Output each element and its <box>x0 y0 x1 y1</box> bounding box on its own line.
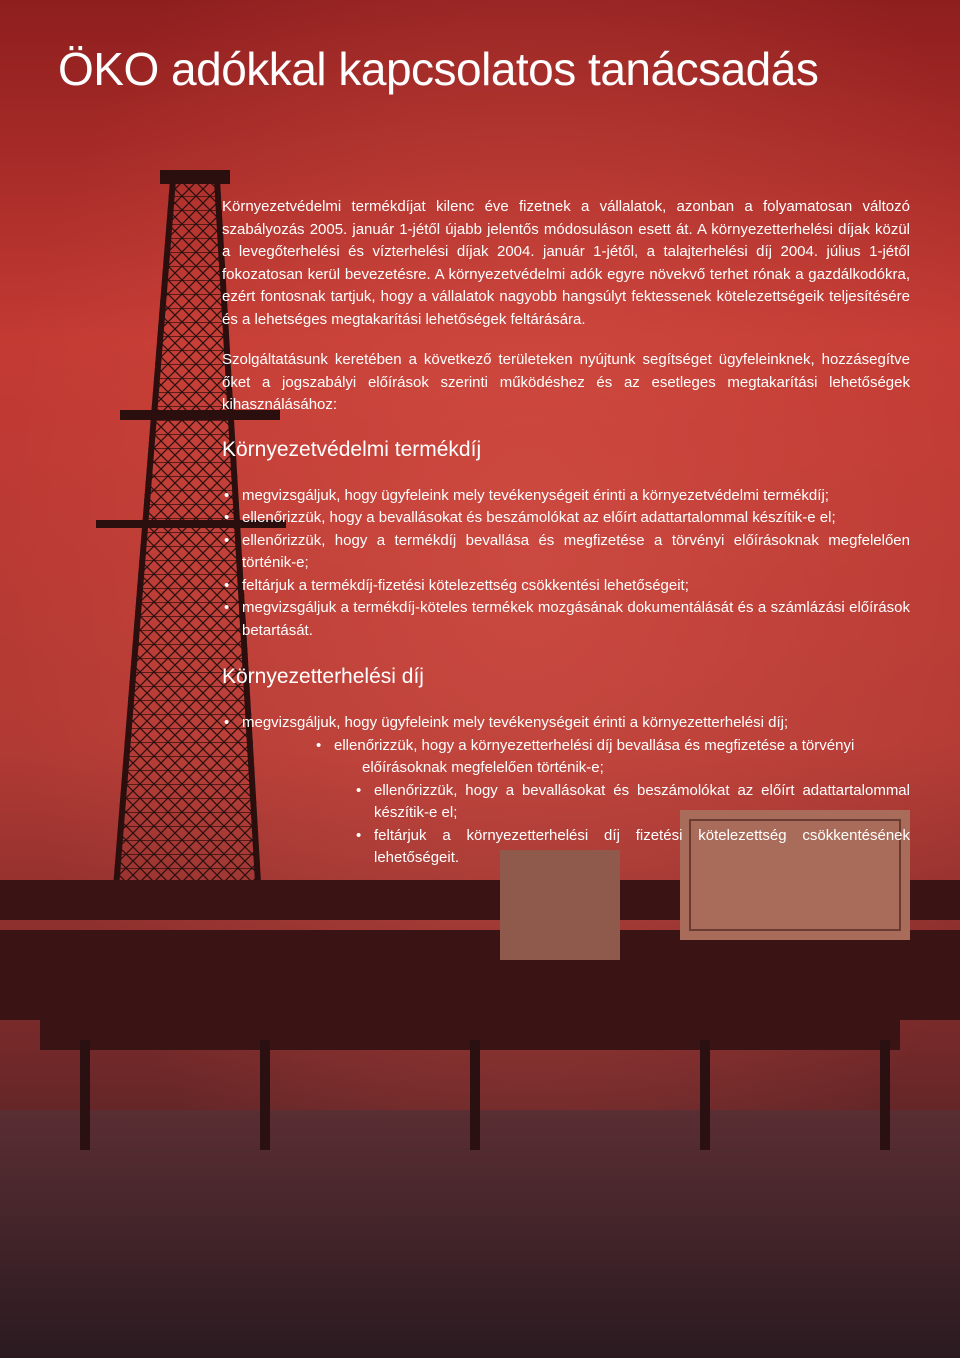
list-item: • megvizsgáljuk a termékdíj-köteles termékek mozgásának dokumentálását és a számlázási előírások betartását. <box>224 599 910 639</box>
list-item: • ellenőrizzük, hogy a környezetterhelési díj bevallása és megfizetése a törvényi <box>314 735 910 758</box>
section-heading-product-fee: Környezetvédelmi termékdíj <box>222 437 482 461</box>
list-item: • ellenőrizzük, hogy a bevallásokat és beszámolókat az előírt adattartalommal készítik-e el; <box>222 507 910 530</box>
bullet-icon: • <box>356 781 362 799</box>
bullet-icon: • <box>224 531 230 549</box>
content-body <box>222 196 910 870</box>
page-title: ÖKO adókkal kapcsolatos tanácsadás <box>58 43 819 95</box>
list-item: • ellenőrizzük, hogy a bevallásokat és beszámolókat az előírt adattartalommal készítik-e el; <box>356 781 910 821</box>
bullet-icon: • <box>356 826 362 844</box>
list-item: • ellenőrizzük, hogy a termékdíj bevallása és megfizetése a törvényi előírásoknak megfelelően történik-e; <box>224 531 910 571</box>
bullet-icon: • <box>316 736 322 754</box>
intro-paragraph: Környezetvédelmi termékdíjat kilenc éve fizetnek a vállalatok, azonban a folyamatosan változó szabályozás 2005. január 1-jétől újabb jelentős módosuláson esett át. A környezetterhelési díjak közül a levegőterhelési és vízterhelési díjak 2004. január 1-jétől, a talajterhelési díj 2004. július 1-jétől fokozatosan kerül bevezetésre. A környezetvédelmi adók egyre növekvő terhet rónak a gazdálkodókra, ezért fontosnak tartjuk, hogy a vállalatok nagyobb hangsúlyt fektessenek kötelezettségeik teljesítésére és a lehetséges megtakarítási lehetőségek feltárására. <box>222 198 910 328</box>
list-item: • feltárjuk a környezetterhelési díj fizetési kötelezettség csökkentésének lehetőségeit. <box>356 826 910 866</box>
list-item-continuation: előírásoknak megfelelően történik-e; <box>362 759 604 776</box>
services-paragraph: Szolgáltatásunk keretében a következő területeken nyújtunk segítséget ügyfeleinknek, hozzásegítve őket a jogszabályi előírások szerinti működéshez és az esetleges megtakarítási lehetőségek kihasználásához: <box>222 351 910 413</box>
product-fee-list <box>222 485 910 643</box>
list-item: • feltárjuk a termékdíj-fizetési kötelezettség csökkentési lehetőségeit; <box>222 575 910 598</box>
bullet-icon: • <box>224 714 230 731</box>
bullet-icon: • <box>224 576 230 594</box>
bullet-icon: • <box>224 509 230 526</box>
section-heading-environmental-load-fee: Környezetterhelési díj <box>222 665 424 688</box>
list-item: • megvizsgáljuk, hogy ügyfeleink mely tevékenységeit érinti a környezetvédelmi termékdíj; <box>222 485 910 508</box>
environmental-load-fee-list <box>222 712 910 870</box>
bullet-icon: • <box>224 599 230 616</box>
bullet-icon: • <box>224 486 230 504</box>
list-item: • megvizsgáljuk, hogy ügyfeleink mely tevékenységeit érinti a környezetterhelési díj; <box>222 712 910 735</box>
